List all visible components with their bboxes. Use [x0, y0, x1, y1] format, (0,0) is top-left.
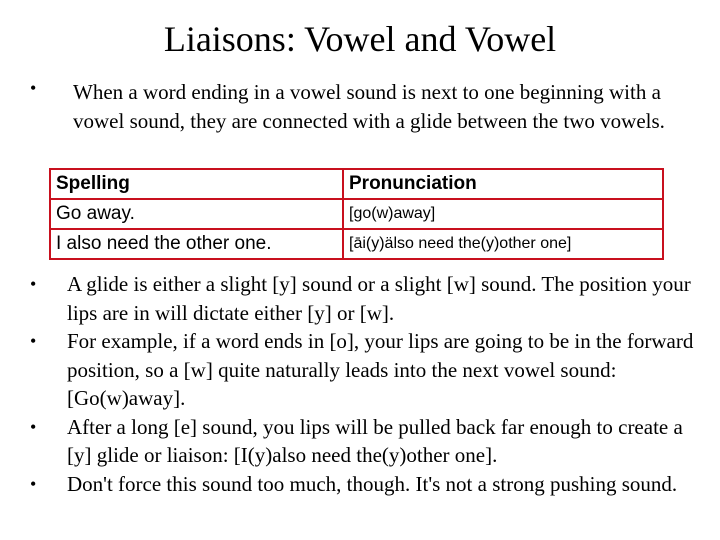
list-item — [0, 327, 720, 413]
table-row — [50, 199, 663, 229]
spelling-cell: Go away. — [50, 199, 343, 229]
pronunciation-header: Pronunciation — [343, 169, 663, 199]
page-title: Liaisons: Vowel and Vowel — [163, 19, 557, 59]
bullet-marker: • — [30, 416, 37, 437]
bullet-text: Don't force this sound too much, though. It's not a strong pushing sound. — [67, 471, 678, 496]
pronunciation-cell: [āi(y)älso need the(y)other one] — [343, 229, 663, 259]
bullet-marker: • — [30, 331, 37, 351]
bullet-marker: • — [30, 473, 37, 494]
bullet-marker: • — [30, 78, 37, 98]
bullet-text: A glide is either a slight [y] sound or a slight [w] sound. The position your lips are in will dictate either [y] or [w]. — [67, 272, 691, 325]
bullet-text: After a long [e] sound, you lips will be pulled back far enough to create a [y] glide or liaison: [I(y)also need the(y)other one]. — [67, 414, 683, 467]
intro-paragraph: When a word ending in a vowel sound is next to one beginning with a vowel sound, they are connected with a glide between the two vowels. — [73, 80, 665, 133]
list-item — [0, 270, 720, 327]
pronunciation-cell: [go(w)away] — [343, 199, 663, 229]
table-row — [50, 229, 663, 259]
table-header-row — [50, 169, 663, 199]
list-item — [0, 470, 720, 499]
bullet-list — [0, 270, 720, 498]
bullet-text: For example, if a word ends in [o], your lips are going to be in the forward position, so a [w] quite naturally leads into the next vowel sound: [Go(w)away]. — [67, 329, 694, 410]
bullet-marker: • — [30, 274, 37, 294]
spelling-pronunciation-table — [49, 168, 664, 260]
list-item — [0, 413, 720, 470]
spelling-header: Spelling — [50, 169, 343, 199]
spelling-cell: I also need the other one. — [50, 229, 343, 259]
